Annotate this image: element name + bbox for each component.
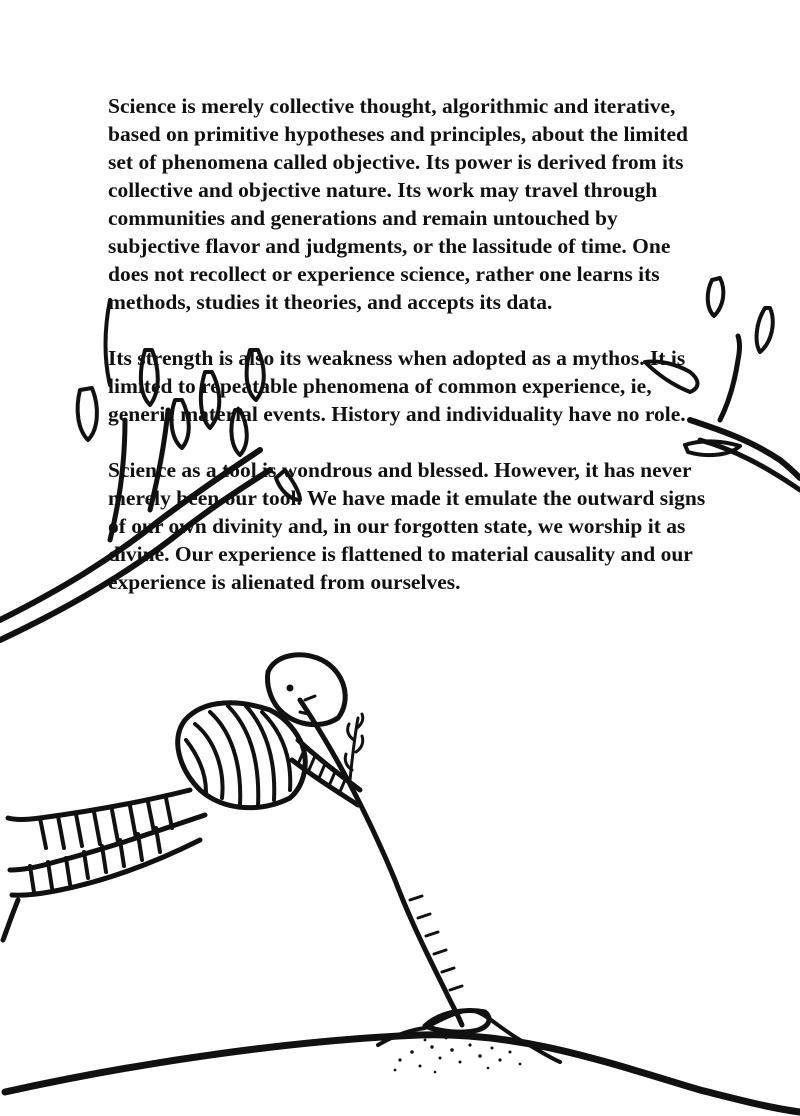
paragraph-3: Science as a tool is wondrous and blessed. However, it has never merely been our tool. We have made it emulate the outward signs of our own divinity and, in our forgotten state, we worship it as divine. Our experience is flattened to material causality and our experience is alienated from ourselves.	[108, 458, 706, 594]
staff	[300, 700, 462, 1025]
figure	[3, 655, 360, 940]
paragraph-2: Its strength is also its weakness when adopted as a mythos. It is limited to repeatable phenomena of common experience, ie, generic material events. History and individuality have no role.	[108, 346, 686, 426]
ground-line	[5, 1035, 800, 1112]
sprig	[345, 714, 363, 780]
paragraph-1: Science is merely collective thought, algorithmic and iterative, based on primitive hypotheses and principles, about the limited set of phenomena called objective. Its power is derived from its collective and objective nature. Its work may travel through communities and generations and remain untouched by subjective flavor and judgments, or the lassitude of time. One does not recollect or experience science, rather one learns its methods, studies it theories, and accepts its data.	[108, 94, 688, 314]
essay-text	[108, 92, 708, 624]
